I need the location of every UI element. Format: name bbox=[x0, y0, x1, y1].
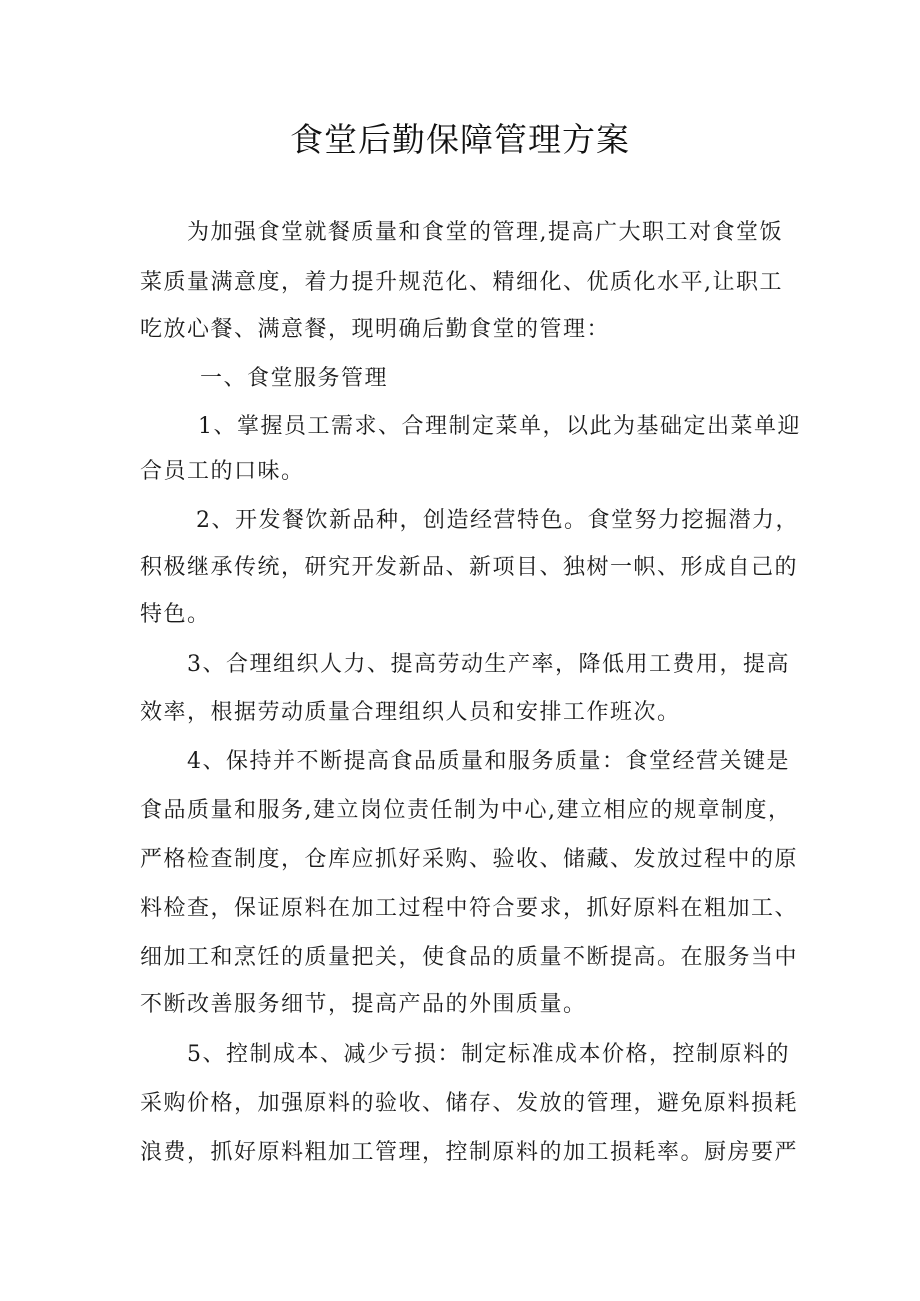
paragraph-line: 采购价格，加强原料的验收、储存、发放的管理，避免原料损耗 bbox=[140, 1091, 799, 1116]
paragraph-line: 效率，根据劳动质量合理组织人员和安排工作班次。 bbox=[140, 700, 681, 725]
section-heading: 一、食堂服务管理 bbox=[200, 366, 389, 391]
paragraph-line: 4、保持并不断提高食品质量和服务质量：食堂经营关键是 bbox=[187, 749, 790, 774]
paragraph-line: 严格检查制度，仓库应抓好采购、验收、储藏、发放过程中的原 bbox=[140, 847, 799, 872]
paragraph-line: 1、掌握员工需求、合理制定菜单，以此为基础定出菜单迎 bbox=[198, 414, 801, 439]
paragraph-line: 细加工和烹饪的质量把关，使食品的质量不断提高。在服务当中 bbox=[140, 945, 799, 970]
paragraph-line: 3、合理组织人力、提高劳动生产率，降低用工费用，提高 bbox=[187, 652, 790, 677]
paragraph-line: 特色。 bbox=[140, 602, 211, 627]
paragraph-line: 为加强食堂就餐质量和食堂的管理,提高广大职工对食堂饭 bbox=[187, 220, 783, 245]
paragraph-line: 2、开发餐饮新品种，创造经营特色。食堂努力挖掘潜力， bbox=[196, 508, 799, 533]
paragraph-line: 吃放心餐、满意餐，现明确后勤食堂的管理： bbox=[140, 317, 611, 342]
paragraph-line: 料检查，保证原料在加工过程中符合要求，抓好原料在粗加工、 bbox=[140, 896, 799, 921]
paragraph-line: 合员工的口味。 bbox=[140, 459, 305, 484]
paragraph-line: 5、控制成本、减少亏损：制定标准成本价格，控制原料的 bbox=[187, 1042, 790, 1067]
paragraph-line: 菜质量满意度，着力提升规范化、精细化、优质化水平,让职工 bbox=[140, 270, 783, 295]
document-title: 食堂后勤保障管理方案 bbox=[290, 120, 630, 159]
paragraph-line: 积极继承传统，研究开发新品、新项目、独树一帜、形成自己的 bbox=[140, 555, 799, 580]
paragraph-line: 不断改善服务细节，提高产品的外围质量。 bbox=[140, 992, 587, 1017]
paragraph-line: 食品质量和服务,建立岗位责任制为中心,建立相应的规章制度， bbox=[140, 798, 792, 823]
paragraph-line: 浪费，抓好原料粗加工管理，控制原料的加工损耗率。厨房要严 bbox=[140, 1140, 799, 1165]
